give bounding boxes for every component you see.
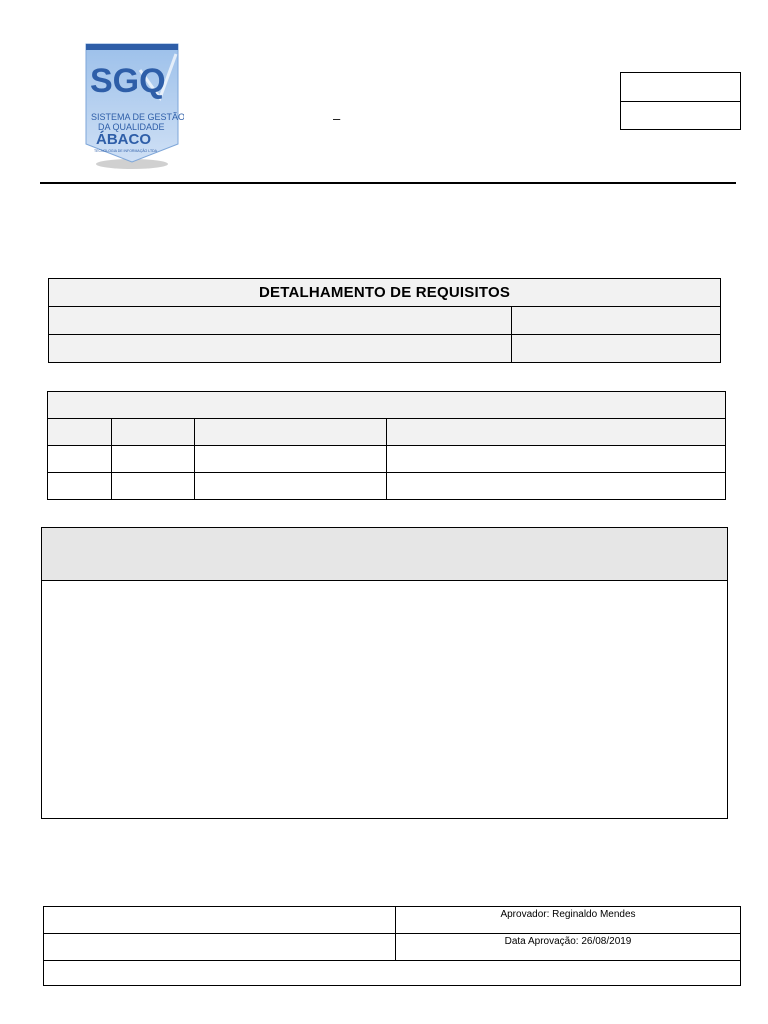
description-header	[42, 528, 727, 581]
table-row	[49, 335, 721, 363]
header-divider	[40, 182, 736, 184]
table-row	[44, 934, 741, 961]
history-cell	[195, 446, 387, 473]
history-cell	[112, 446, 195, 473]
history-header-cell	[387, 419, 726, 446]
history-title-cell	[48, 392, 726, 419]
table-row	[49, 279, 721, 307]
document-code-box	[620, 72, 741, 130]
requirements-cell	[49, 335, 512, 363]
table-row	[48, 419, 726, 446]
requirements-title: DETALHAMENTO DE REQUISITOS	[49, 279, 721, 307]
history-header-cell	[48, 419, 112, 446]
approval-cell	[44, 961, 741, 986]
table-row	[48, 392, 726, 419]
table-row	[49, 307, 721, 335]
history-header-cell	[195, 419, 387, 446]
requirements-table	[48, 278, 721, 363]
approval-table	[43, 906, 741, 986]
history-cell	[195, 473, 387, 500]
history-header-cell	[112, 419, 195, 446]
history-cell	[48, 473, 112, 500]
logo-brand: ÁBACO	[96, 131, 151, 148]
history-cell	[112, 473, 195, 500]
table-row	[44, 907, 741, 934]
table-row	[44, 961, 741, 986]
revision-history-table	[47, 391, 726, 500]
history-cell	[48, 446, 112, 473]
requirements-cell	[512, 335, 721, 363]
approval-date-label: Data Aprovação: 26/08/2019	[396, 934, 741, 961]
document-code-cell-1	[621, 73, 740, 101]
logo-title: SGQ	[90, 62, 166, 100]
logo-subtitle-2: DA QUALIDADE	[98, 122, 165, 132]
requirements-cell	[49, 307, 512, 335]
header-dash: –	[333, 111, 341, 126]
logo-tagline: TECNOLOGIA DE INFORMAÇÃO LTDA	[94, 149, 157, 153]
approval-cell	[44, 934, 396, 961]
history-cell	[387, 473, 726, 500]
logo-subtitle-1: SISTEMA DE GESTÃO	[91, 112, 184, 122]
table-row	[48, 446, 726, 473]
approval-cell	[44, 907, 396, 934]
document-code-cell-2	[621, 101, 740, 129]
requirements-cell	[512, 307, 721, 335]
table-row	[48, 473, 726, 500]
approver-label: Aprovador: Reginaldo Mendes	[396, 907, 741, 934]
history-cell	[387, 446, 726, 473]
description-box	[41, 527, 728, 819]
sgq-abaco-logo	[80, 40, 184, 170]
